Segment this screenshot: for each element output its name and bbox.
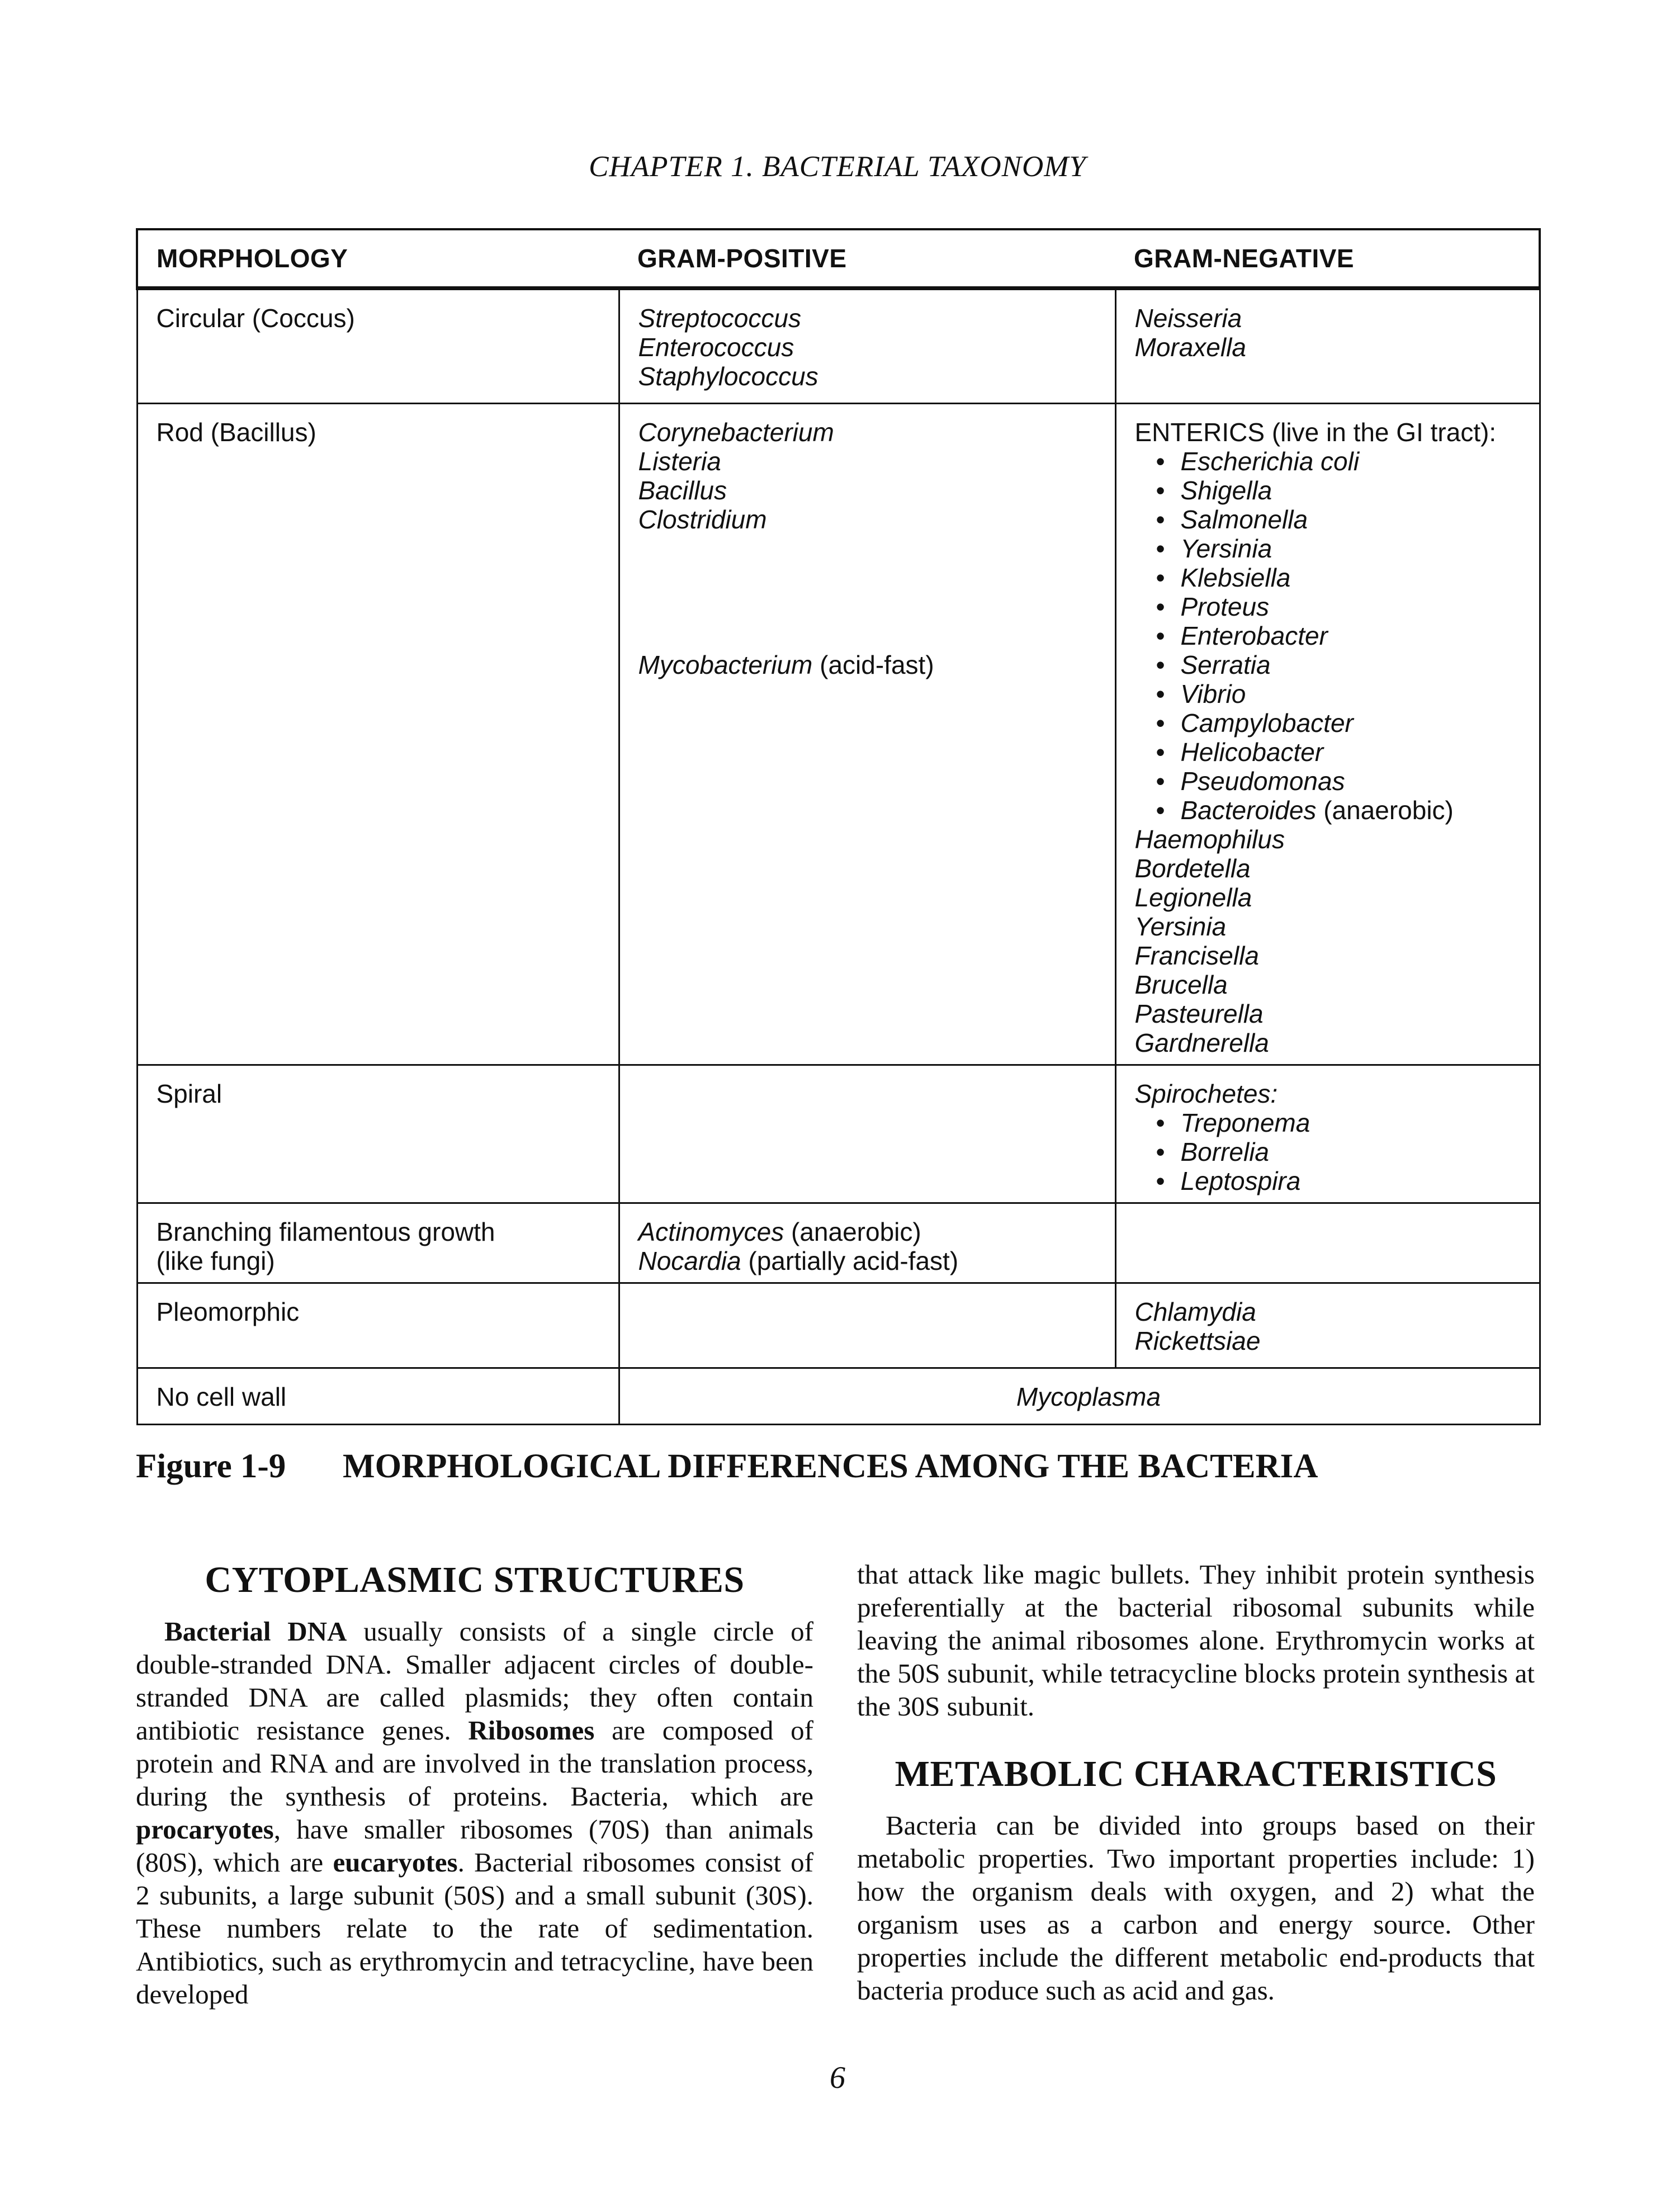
- bullet-dot: •: [1156, 1108, 1165, 1137]
- text: , have smaller ribosomes (70S) than animals (80S), which are: [136, 1814, 813, 1878]
- organism: Chlamydia: [1134, 1297, 1256, 1326]
- bullet-organism: [1135, 767, 1539, 796]
- cell-gram-negative: [1115, 289, 1540, 404]
- organism-name: Helicobacter: [1180, 738, 1324, 767]
- table-row-pleomorphic: [137, 1283, 1540, 1368]
- table-row-branching: [137, 1203, 1540, 1283]
- bullet-organism: [1135, 650, 1539, 679]
- bullet-dot: •: [1156, 621, 1165, 650]
- organism: Brucella: [1134, 970, 1228, 999]
- morphology-table: [136, 228, 1541, 1425]
- bullet-organism: [1135, 1166, 1539, 1195]
- organism-note: (anaerobic): [784, 1217, 921, 1246]
- organism-name: Mycobacterium: [638, 650, 813, 679]
- organism-name: Proteus: [1180, 592, 1270, 621]
- organism-name: Klebsiella: [1180, 563, 1291, 592]
- organism-name: Salmonella: [1180, 505, 1308, 534]
- organism-name: Pseudomonas: [1180, 767, 1345, 796]
- bullet-organism: [1135, 534, 1539, 563]
- cell-spacer: [638, 534, 1115, 650]
- cell-gram-positive: [619, 1283, 1115, 1368]
- paragraph-continuation: that attack like magic bullets. They inhibit protein synthesis preferentially at the bacterial ribosomal subunits while leaving the animal ribosomes alone. Erythromycin works at the 50S subunit, while tetracycline blocks protein synthesis at the 30S subunit.: [857, 1559, 1535, 1722]
- organism-name: Serratia: [1180, 650, 1271, 679]
- organism-name: Borrelia: [1180, 1137, 1270, 1166]
- cell-morphology: [137, 1203, 619, 1283]
- cell-gram-negative: [1115, 1065, 1540, 1203]
- bullet-organism: [1135, 738, 1539, 767]
- organism: Francisella: [1134, 941, 1259, 970]
- organism-with-note: [638, 1246, 1115, 1275]
- section-heading-metabolic: METABOLIC CHARACTERISTICS: [895, 1753, 1497, 1794]
- cell-gram-positive: [619, 404, 1115, 1065]
- page-number: 6: [830, 2060, 845, 2095]
- organism: Enterococcus: [638, 333, 794, 362]
- group-label: Spirochetes:: [1134, 1079, 1278, 1108]
- left-column: [136, 1558, 813, 2011]
- organism-name: Yersinia: [1180, 534, 1272, 563]
- bullet-organism: [1135, 1108, 1539, 1137]
- cell-gram-positive: [619, 1065, 1115, 1203]
- table-row-spiral: [137, 1065, 1540, 1203]
- bullet-organism: [1135, 708, 1539, 738]
- bullet-dot: •: [1156, 650, 1165, 679]
- cell-morphology: [137, 1368, 619, 1425]
- text: . Bacterial ribosomes consist of 2 subunits, a large subunit (50S) and a small subunit (30S). These numbers relate to the rate of sedimentation. Antibiotics, such as erythromycin and tetracycline, have been developed: [136, 1847, 813, 2010]
- morphology-table-container: [136, 228, 1539, 1425]
- organism-name: Actinomyces: [638, 1217, 784, 1246]
- bullet-dot: •: [1156, 592, 1165, 621]
- organism: Staphylococcus: [638, 362, 818, 391]
- organism: Bordetella: [1134, 854, 1251, 883]
- header-gram-negative: GRAM-NEGATIVE: [1115, 229, 1540, 289]
- organism: Rickettsiae: [1134, 1326, 1261, 1355]
- organism-name: Vibrio: [1180, 679, 1246, 708]
- paragraph-metabolic: Bacteria can be divided into groups based on their metabolic properties. Two important properties include: 1) how the organism deals with oxygen, and 2) what the organism uses as a carbon and energy source. Other properties include the different metabolic end-products that bacteria produce such as acid and gas.: [857, 1810, 1535, 2006]
- term: Ribosomes: [468, 1715, 595, 1746]
- morphology-label: Rod (Bacillus): [156, 418, 316, 447]
- cell-spanning: [619, 1368, 1540, 1425]
- cell-morphology: [137, 1065, 619, 1203]
- bullet-dot: •: [1156, 767, 1165, 796]
- organism: Haemophilus: [1134, 825, 1285, 854]
- cell-gram-negative: [1115, 1203, 1540, 1283]
- bullet-dot: •: [1156, 1166, 1165, 1195]
- cell-gram-positive: [619, 289, 1115, 404]
- organism-note: (acid-fast): [812, 650, 934, 679]
- figure-title: MORPHOLOGICAL DIFFERENCES AMONG THE BACTERIA: [343, 1448, 1318, 1485]
- enterics-label: ENTERICS (live in the GI tract):: [1134, 418, 1497, 447]
- term: Bacterial DNA: [164, 1616, 347, 1647]
- organism-name: Enterobacter: [1180, 621, 1328, 650]
- morphology-label: Branching filamentous growth: [156, 1217, 495, 1246]
- cell-morphology: [137, 289, 619, 404]
- morphology-label: Circular (Coccus): [156, 304, 355, 333]
- organism-name: Escherichia coli: [1180, 447, 1360, 476]
- bullet-dot: •: [1156, 738, 1165, 767]
- bullet-organism: [1135, 796, 1539, 825]
- bullet-dot: •: [1156, 708, 1165, 738]
- organism: Gardnerella: [1134, 1028, 1269, 1057]
- organism-name: Leptospira: [1180, 1166, 1301, 1195]
- section-heading-cytoplasmic: CYTOPLASMIC STRUCTURES: [205, 1559, 745, 1600]
- cell-gram-positive: [619, 1203, 1115, 1283]
- cell-morphology: [137, 404, 619, 1065]
- organism: Pasteurella: [1134, 999, 1264, 1028]
- morphology-label: No cell wall: [156, 1382, 287, 1411]
- bullet-dot: •: [1156, 476, 1165, 505]
- bullet-dot: •: [1156, 1137, 1165, 1166]
- bullet-dot: •: [1156, 796, 1165, 825]
- term: procaryotes: [136, 1814, 274, 1845]
- figure-label: Figure 1-9: [136, 1448, 286, 1485]
- right-column: [857, 1558, 1535, 2007]
- running-header: CHAPTER 1. BACTERIAL TAXONOMY: [589, 150, 1086, 183]
- bullet-organism: [1135, 592, 1539, 621]
- paragraph-cytoplasmic: [136, 1615, 813, 2011]
- organism-name: Campylobacter: [1180, 708, 1354, 738]
- organism: Streptococcus: [638, 304, 801, 333]
- organism-with-note: [638, 650, 1115, 679]
- cell-morphology: [137, 1283, 619, 1368]
- bullet-dot: •: [1156, 679, 1165, 708]
- bullet-organism: [1135, 621, 1539, 650]
- table-header-row: [137, 229, 1540, 289]
- organism: Moraxella: [1134, 333, 1246, 362]
- organism-name: Shigella: [1180, 476, 1272, 505]
- cell-gram-negative: [1115, 404, 1540, 1065]
- bullet-organism: [1135, 505, 1539, 534]
- morphology-label: Pleomorphic: [156, 1297, 300, 1326]
- organism: Bacillus: [638, 476, 727, 505]
- bullet-dot: •: [1156, 534, 1165, 563]
- text: usually consists of a single circle of double-stranded DNA. Smaller adjacent circles of double-stranded DNA are called plasmids; they often contain antibiotic resistance genes.: [136, 1616, 813, 1746]
- bullet-organism: [1135, 476, 1539, 505]
- organism: Corynebacterium: [638, 418, 834, 447]
- table-row-no-cell-wall: [137, 1368, 1540, 1425]
- organism: Neisseria: [1134, 304, 1242, 333]
- text: are composed of protein and RNA and are involved in the translation process, during the synthesis of proteins. Bacteria, which are: [136, 1715, 813, 1812]
- organism-name: Bacteroides: [1180, 796, 1317, 825]
- organism: Clostridium: [638, 505, 767, 534]
- header-morphology: MORPHOLOGY: [137, 229, 619, 289]
- organism: Listeria: [638, 447, 721, 476]
- morphology-label: (like fungi): [156, 1246, 275, 1275]
- organism: Legionella: [1134, 883, 1252, 912]
- table-row-coccus: [137, 289, 1540, 404]
- bullet-organism: [1135, 1137, 1539, 1166]
- organism-name: Treponema: [1180, 1108, 1310, 1137]
- organism-note: (anaerobic): [1316, 796, 1454, 825]
- bullet-organism: [1135, 679, 1539, 708]
- bullet-dot: •: [1156, 505, 1165, 534]
- organism-name: Nocardia: [638, 1246, 741, 1275]
- table-row-bacillus: [137, 404, 1540, 1065]
- morphology-label: Spiral: [156, 1079, 223, 1108]
- bullet-organism: [1135, 563, 1539, 592]
- organism: Yersinia: [1134, 912, 1227, 941]
- organism-note: (partially acid-fast): [741, 1246, 959, 1275]
- figure-caption: [136, 1447, 1318, 1486]
- bullet-organism: [1135, 447, 1539, 476]
- header-gram-positive: GRAM-POSITIVE: [619, 229, 1115, 289]
- organism-with-note: [638, 1217, 1115, 1246]
- cell-gram-negative: [1115, 1283, 1540, 1368]
- term: eucaryotes: [333, 1847, 458, 1878]
- organism: Mycoplasma: [1016, 1382, 1161, 1411]
- bullet-dot: •: [1156, 447, 1165, 476]
- bullet-dot: •: [1156, 563, 1165, 592]
